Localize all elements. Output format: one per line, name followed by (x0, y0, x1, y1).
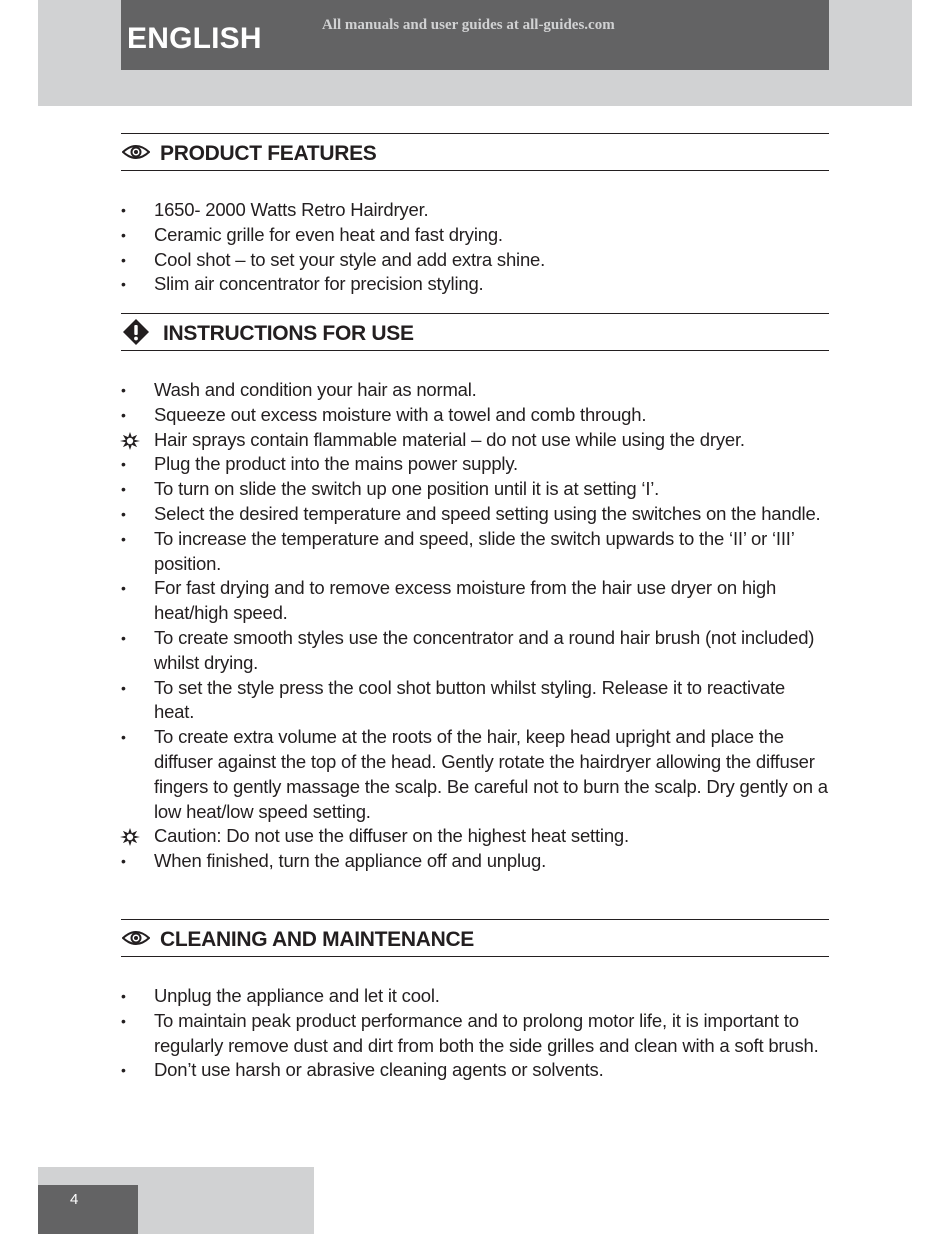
bullet-marker: • (121, 1062, 126, 1079)
bullet-marker: • (121, 202, 126, 218)
section-title: INSTRUCTIONS FOR USE (163, 322, 414, 345)
bullet-marker: • (121, 456, 126, 473)
list-item: • Unplug the appliance and let it cool. (121, 984, 829, 1009)
list-item: Caution: Do not use the diffuser on the highest heat setting. (121, 824, 829, 849)
instructions-list (121, 378, 829, 874)
cleaning-list (121, 984, 829, 1083)
bullet-marker: • (121, 530, 126, 547)
bullet-marker: • (121, 481, 126, 498)
section-title: CLEANING AND MAINTENANCE (160, 928, 475, 951)
bullet-marker: • (121, 276, 126, 293)
bullet-marker: • (121, 251, 126, 268)
bullet-marker: • (121, 679, 126, 696)
list-item: • Select the desired temperature and speed setting using the switches on the handle. (121, 502, 829, 527)
bullet-marker: • (121, 505, 126, 522)
list-item: • Ceramic grille for even heat and fast drying. (121, 223, 829, 248)
bullet-marker: • (121, 382, 126, 398)
list-item: • Plug the product into the mains power supply. (121, 452, 829, 477)
eye-icon (121, 139, 151, 165)
list-item: • Slim air concentrator for precision styling. (121, 272, 829, 297)
list-item: • Cool shot – to set your style and add extra shine. (121, 248, 829, 273)
list-item: • Wash and condition your hair as normal. (121, 378, 829, 403)
list-item: • For fast drying and to remove excess moisture from the hair use dryer on high heat/high speed. (121, 577, 777, 624)
product-features-list (121, 198, 829, 297)
bullet-marker: • (121, 406, 126, 423)
list-item: • To set the style press the cool shot button whilst styling. Release it to reactivate heat. (121, 676, 786, 723)
list-item: • Don’t use harsh or abrasive cleaning agents or solvents. (121, 1058, 829, 1083)
bullet-marker: • (121, 729, 126, 746)
page-number-box (38, 1185, 138, 1234)
bullet-marker: • (121, 988, 126, 1004)
section-title: PRODUCT FEATURES (160, 142, 377, 165)
list-item: • When finished, turn the appliance off and unplug. (121, 849, 829, 874)
list-item: • Squeeze out excess moisture with a towel and comb through. (121, 403, 829, 428)
list-item: • To increase the temperature and speed, slide the switch upwards to the ‘II’ or ‘III’ position. (121, 527, 794, 574)
list-item: • To create smooth styles use the concentrator and a round hair brush (not included) whilst drying. (121, 626, 815, 673)
language-label: ENGLISH (127, 22, 262, 55)
page-number: 4 (70, 1191, 79, 1208)
list-item: • To maintain peak product performance and to prolong motor life, it is important to regularly remove dust and dirt from both the side grilles and clean with a soft brush. (121, 1009, 819, 1056)
bullet-marker: • (121, 1012, 126, 1029)
section-header-product-features (121, 133, 829, 171)
list-item: • To turn on slide the switch up one position until it is at setting ‘I’. (121, 477, 829, 502)
warning-diamond-icon (121, 319, 151, 345)
eye-icon (121, 925, 151, 951)
bullet-marker: • (121, 853, 126, 870)
list-item: • To create extra volume at the roots of the hair, keep head upright and place the diffuser against the top of the head. Gently rotate the hairdryer allowing the diffuser fingers to gently massage the scalp. Be careful not to burn the scalp. Dry gently on a low heat/low speed setting. (121, 726, 828, 822)
list-item: • 1650- 2000 Watts Retro Hairdryer. (121, 198, 829, 223)
bullet-marker: • (121, 580, 126, 597)
bullet-marker: • (121, 629, 126, 646)
section-header-cleaning (121, 919, 829, 957)
watermark-text: All manuals and user guides at all-guides.com (322, 17, 615, 33)
bullet-marker: • (121, 226, 126, 243)
list-item: Hair sprays contain flammable material – do not use while using the dryer. (121, 428, 829, 453)
section-header-instructions (121, 313, 829, 351)
